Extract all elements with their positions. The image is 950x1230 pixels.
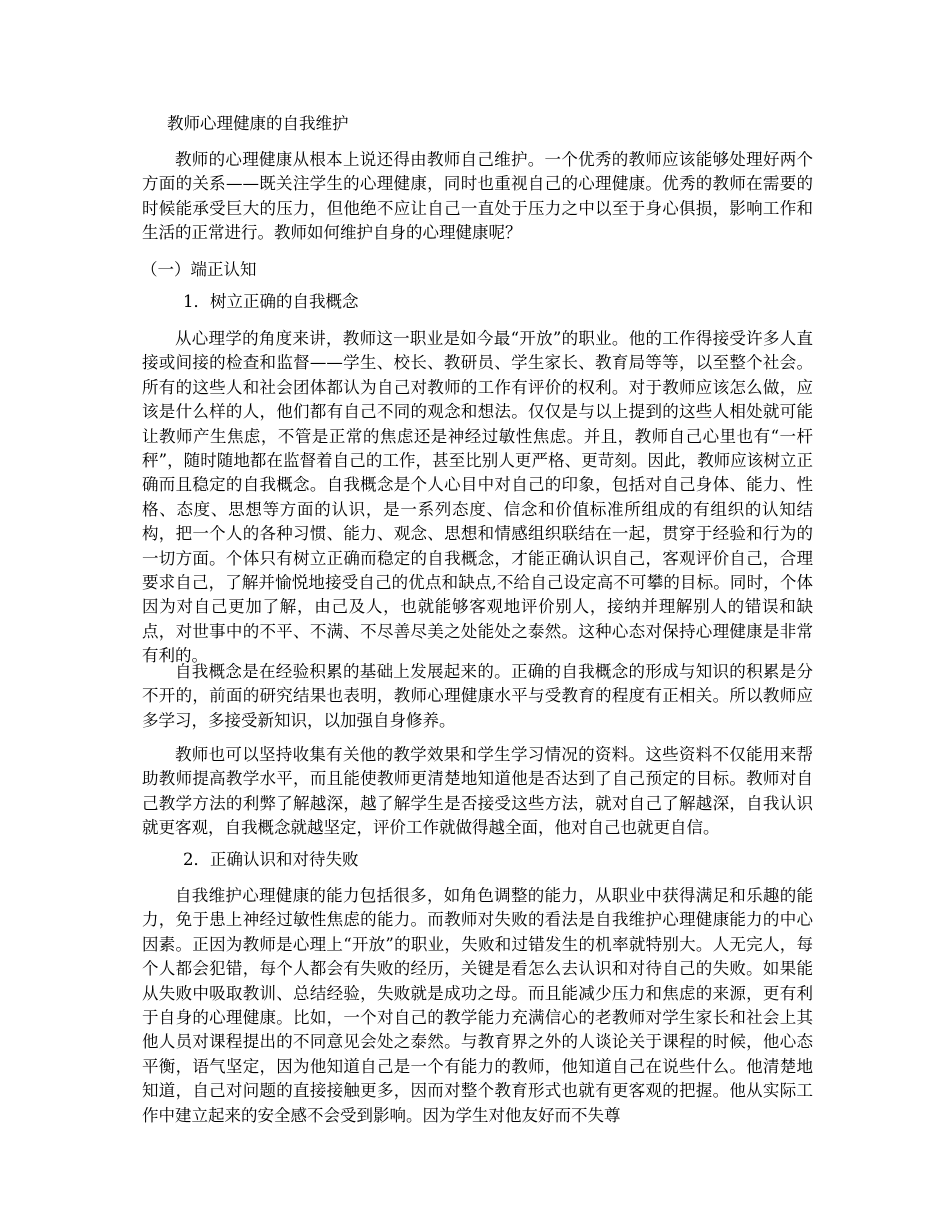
body-paragraph-3: 教师也可以坚持收集有关他的教学效果和学生学习情况的资料。这些资料不仅能用来帮助教师提高教学水平，而且能使教师更清楚地知道他是否达到了自己预定的目标。教师对自己教学方法的利弊了解越深，越了解学生是否接受这些方法，就对自己了解越深，自我认识就更客观，自我概念就越坚定，评价工作就做得越全面，他对自己也就更自信。 xyxy=(142,745,813,838)
section-heading-1: （一）端正认知 xyxy=(141,260,257,279)
intro-paragraph: 教师的心理健康从根本上说还得由教师自己维护。一个优秀的教师应该能够处理好两个方面的关系——既关注学生的心理健康，同时也重视自己的心理健康。优秀的教师在需要的时候能承受巨大的压力，但他绝不应让自己一直处于压力之中以至于身心俱损，影响工作和生活的正常进行。教师如何维护自身的心理健康呢？ xyxy=(142,150,813,243)
subheading-1: 1．树立正确的自我概念 xyxy=(183,292,359,311)
body-paragraph-4: 自我维护心理健康的能力包括很多，如角色调整的能力，从职业中获得满足和乐趣的能力，免于患上神经过敏性焦虑的能力。而教师对失败的看法是自我维护心理健康能力的中心因素。正因为教师是心理上“开放”的职业，失败和过错发生的机率就特别大。人无完人，每个人都会犯错，每个人都会有失败的经历，关键是看怎么去认识和对待自己的失败。如果能从失败中吸取教训、总结经验，失败就是成功之母。而且能减少压力和焦虑的来源，更有利于自身的心理健康。比如，一个对自己的教学能力充满信心的老教师对学生家长和社会上其他人员对课程提出的不同意见会处之泰然。与教育界之外的人谈论关于课程的时候，他心态平衡，语气坚定，因为他知道自己是一个有能力的教师，他知道自己在说些什么。他清楚地知道，自己对问题的直接接触更多，因而对整个教育形式也就有更客观的把握。他从实际工作中建立起来的安全感不会受到影响。因为学生对他友好而不失尊 xyxy=(142,886,813,1125)
body-paragraph-1: 从心理学的角度来讲，教师这一职业是如今最“开放”的职业。他的工作得接受许多人直接或间接的检查和监督——学生、校长、教研员、学生家长、教育局等等，以至整个社会。所有的这些人和社会团体都认为自己对教师的工作有评价的权利。对于教师应该怎么做，应该是什么样的人，他们都有自己不同的观念和想法。仅仅是与以上提到的这些人相处就可能让教师产生焦虑，不管是正常的焦虑还是神经过敏性焦虑。并且，教师自己心里也有“一杆秤”，随时随地都在监督着自己的工作，甚至比别人更严格、更苛刻。因此，教师应该树立正确而且稳定的自我概念。自我概念是个人心目中对自己的印象，包括对自己身体、能力、性格、态度、思想等方面的认识，是一系列态度、信念和价值标准所组成的有组织的认知结构，把一个人的各种习惯、能力、观念、思想和情感组织联结在一起，贯穿于经验和行为的一切方面。个体只有树立正确而稳定的自我概念，才能正确认识自己，客观评价自己，合理要求自己，了解并愉悦地接受自己的优点和缺点,不给自己设定高不可攀的目标。同时，个体因为对自己更加了解，由己及人，也就能够客观地评价别人，接纳并理解别人的错误和缺点，对世事中的不平、不满、不尽善尽美之处能处之泰然。这种心态对保持心理健康是非常有利的。 xyxy=(142,329,813,666)
document-title: 教师心理健康的自我维护 xyxy=(167,114,349,133)
body-paragraph-2: 自我概念是在经验积累的基础上发展起来的。正确的自我概念的形成与知识的积累是分不开的，前面的研究结果也表明，教师心理健康水平与受教育的程度有正相关。所以教师应多学习，多接受新知识，以加强自身修养。 xyxy=(142,662,813,730)
subheading-2: 2．正确认识和对待失败 xyxy=(183,850,359,869)
